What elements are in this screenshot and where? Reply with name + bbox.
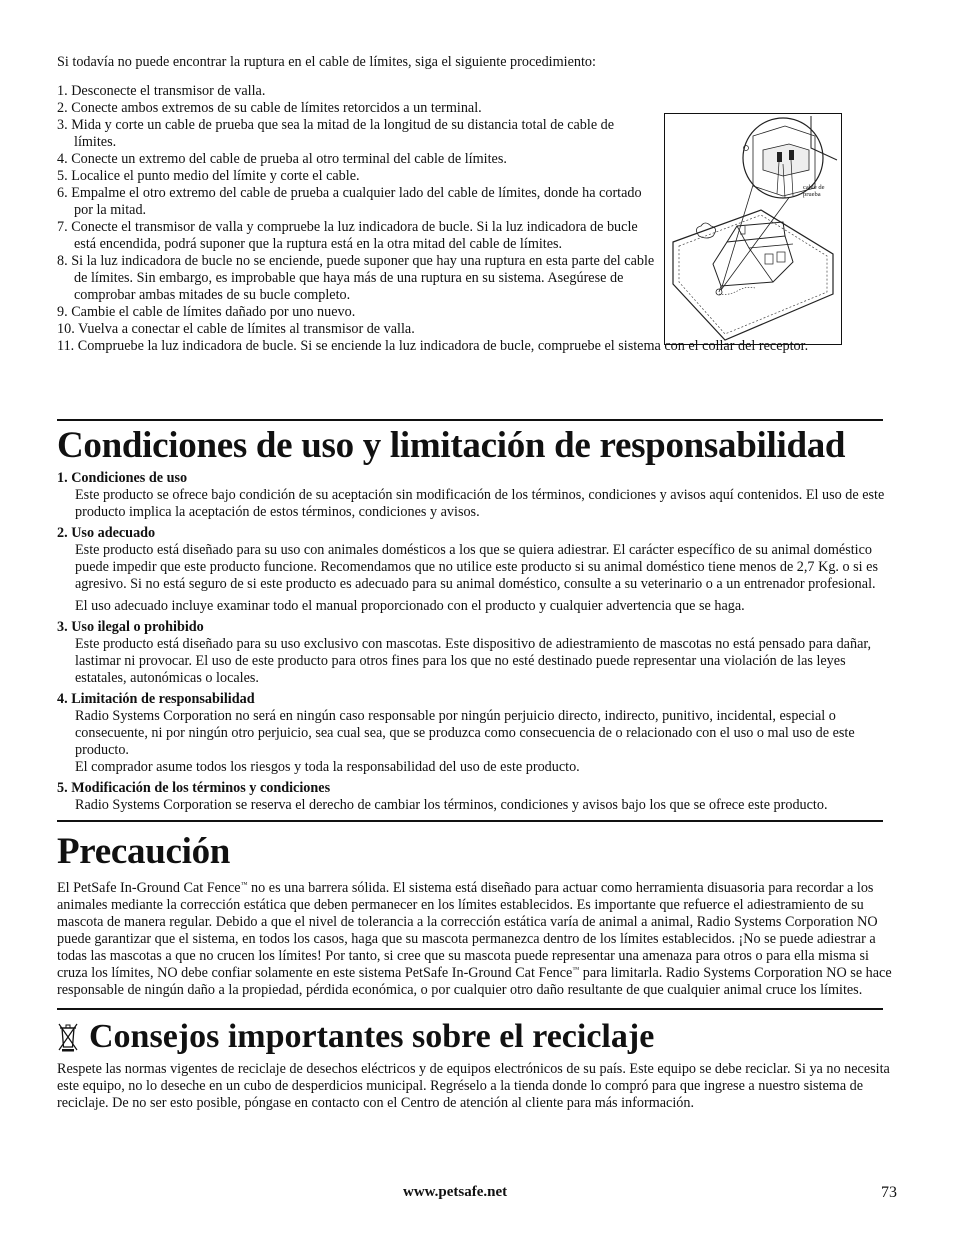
condition-title: 2. Uso adecuado (57, 525, 156, 541)
step-item: 3. Mida y corte un cable de prueba que sea la mitad de la longitud de su distancia total de cable de límites. (57, 117, 615, 150)
step-item: 5. Localice el punto medio del límite y corte el cable. (57, 168, 360, 184)
recycling-heading: Consejos importantes sobre el reciclaje (89, 1018, 655, 1055)
section-divider (57, 419, 883, 421)
step-item: 4. Conecte un extremo del cable de prueba al otro terminal del cable de límites. (57, 151, 507, 167)
test-wire-label: cable de prueba (803, 184, 825, 198)
steps-section (57, 83, 897, 419)
step-item: 11. Compruebe la luz indicadora de bucle. Si se enciende la luz indicadora de bucle, compruebe el sistema con el collar del receptor. (57, 338, 809, 354)
page-number: 73 (881, 1184, 897, 1201)
condition-paragraph: Este producto está diseñado para su uso exclusivo con mascotas. Este dispositivo de adiestramiento de mascotas no está pensado para dañar, lastimar ni provocar. El uso de este producto para otros fines para los que no esté destinado puede representar una violación de las leyes estatales, autonómicas o locales. (75, 636, 872, 686)
step-item: 2. Conecte ambos extremos de su cable de límites retorcidos a un terminal. (57, 100, 482, 116)
trademark-symbol: ™ (240, 880, 248, 889)
website-url: www.petsafe.net (403, 1184, 508, 1200)
manual-page (57, 54, 897, 1201)
test-wire-illustration (664, 113, 842, 345)
condition-title: 3. Uso ilegal o prohibido (57, 619, 204, 635)
recycling-text: Respete las normas vigentes de reciclaje de desechos eléctricos y de equipos electrónicos de su país. Este equipo se debe reciclar. Si ya no necesita este equipo, no lo deseche en un cubo de desperdicios municipal. Regréselo a la tienda donde lo compró para que ingrese a nuestro sistema de reciclaje. De no ser esto posible, póngase en contacto con el Centro de atención al cliente para más información. (57, 1061, 890, 1111)
condition-paragraph: Radio Systems Corporation no será en ningún caso responsable por ningún perjuicio directo, indirecto, punitivo, incidental, especial o consecuente, ni por ningún otro perjuicio, sea cual sea, que se produzca como consecuencia de o relacionado con el uso o mal uso de este producto. (75, 708, 855, 758)
intro-text: Si todavía no puede encontrar la ruptura en el cable de límites, siga el siguiente procedimiento: (57, 54, 596, 70)
condition-item (57, 691, 897, 776)
step-item: 8. Si la luz indicadora de bucle no se enciende, puede suponer que hay una ruptura en esta parte del cable de límites. Sin embargo, es improbable que haya más de una ruptura en su sistema. Asegúrese de comprobar ambas mitades de su bucle completo. (57, 253, 655, 303)
condition-item (57, 619, 897, 687)
condition-title: 5. Modificación de los términos y condiciones (57, 780, 331, 796)
conditions-heading: Condiciones de uso y limitación de responsabilidad (57, 425, 846, 466)
recycling-header (57, 1016, 897, 1058)
section-divider (57, 820, 883, 822)
trademark-symbol: ™ (572, 965, 580, 974)
condition-paragraph: Este producto se ofrece bajo condición de su aceptación sin modificación de los términos, condiciones y avisos aquí contenidos. El uso de este producto implica la aceptación de estos términos, condiciones y avisos. (75, 487, 885, 520)
condition-item (57, 780, 897, 814)
condition-item (57, 525, 897, 615)
precaution-text: El PetSafe In-Ground Cat Fence™ no es una barrera sólida. El sistema está diseñado para actuar como herramienta disuasoria para recordar a los animales mediante la corrección estática que deben permanecer en los límites establecidos. Es importante que refuerce el adiestramiento de su mascota de manera regular. Debido a que el nivel de tolerancia a la corrección estática varía de animal a animal, Radio Systems Corporation NO puede garantizar que el sistema, en todos los casos, haga que su mascota permanezca dentro de los límites establecidos. ¡No se puede adiestrar a todas las mascotas a que no crucen los límites! Por tanto, si cree que su mascota puede representar una amenaza para otros o para ella misma si cruza los límites, NO debe confiar solamente en este sistema PetSafe In-Ground Cat Fence™ para limitarla. Radio Systems Corporation NO se hace responsable de ningún daño a la propiedad, pérdida económica, o por cualquier otro daño resultante de que cualquier animal cruce los límites. (57, 880, 892, 998)
step-item: 7. Conecte el transmisor de valla y compruebe la luz indicadora de bucle. Si la luz indicadora de bucle está encendida, podrá suponer que la ruptura está en la otra mitad del cable de límites. (57, 219, 638, 252)
step-item: 10. Vuelva a conectar el cable de límites al transmisor de valla. (57, 321, 415, 337)
condition-title: 4. Limitación de responsabilidad (57, 691, 255, 707)
precaution-heading: Precaución (57, 831, 231, 872)
condition-paragraph: Radio Systems Corporation se reserva el derecho de cambiar los términos, condiciones y avisos bajo los que se ofrece este producto. (75, 797, 828, 813)
condition-paragraph: Este producto está diseñado para su uso con animales domésticos a los que se quiera adiestrar. El carácter específico de su animal doméstico puede impedir que este producto funcione. Recomendamos que no utilice este producto si su animal doméstico tiene menos de 2,7 Kg. o si es agresivo. Si no está seguro de si este producto es adecuado para su animal doméstico, consulte a su veterinario o a un entrenador profesional. (75, 542, 878, 592)
step-item: 1. Desconecte el transmisor de valla. (57, 83, 266, 99)
crossed-bin-icon (57, 1022, 79, 1052)
page-footer (57, 1184, 897, 1204)
condition-paragraph: El comprador asume todos los riesgos y toda la responsabilidad del uso de este producto. (75, 759, 580, 775)
condition-paragraph: El uso adecuado incluye examinar todo el manual proporcionado con el producto y cualquier advertencia que se haga. (75, 598, 745, 614)
conditions-list (57, 470, 897, 814)
steps-list (57, 83, 809, 355)
condition-item (57, 470, 897, 521)
step-item: 6. Empalme el otro extremo del cable de prueba a cualquier lado del cable de límites, donde ha cortado por la mitad. (57, 185, 642, 218)
house-boundary-drawing (665, 114, 841, 344)
step-item: 9. Cambie el cable de límites dañado por uno nuevo. (57, 304, 356, 320)
section-divider (57, 1008, 883, 1010)
condition-title: 1. Condiciones de uso (57, 470, 188, 486)
